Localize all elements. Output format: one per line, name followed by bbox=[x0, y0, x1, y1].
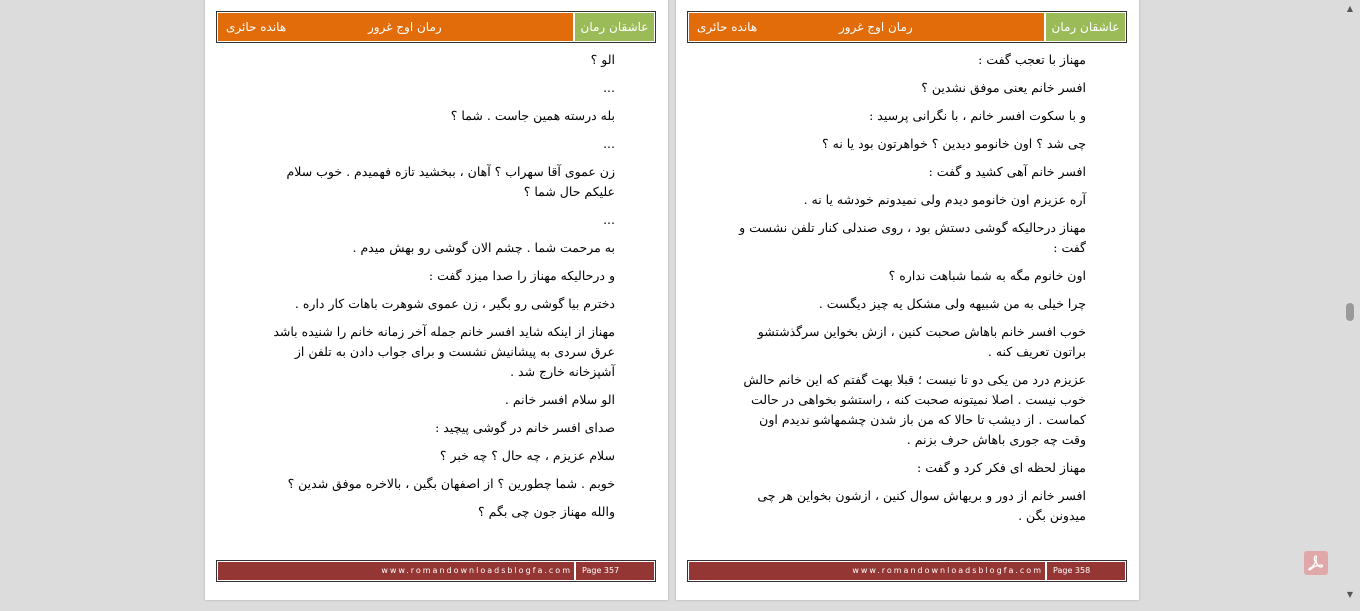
paragraph: زن عموی آقا سهراب ؟ آهان ، ببخشید تازه فهمیدم . خوب سلام علیکم حال شما ؟ bbox=[286, 164, 615, 199]
page-footer bbox=[216, 560, 656, 582]
pdf-page-357 bbox=[205, 0, 668, 600]
paragraph: به مرحمت شما . چشم الان گوشی رو بهش میدم . bbox=[352, 240, 615, 255]
paragraph: الو ؟ bbox=[590, 52, 615, 67]
paragraph: آره عزیزم اون خانومو دیدم ولی نمیدونم خودشه یا نه . bbox=[803, 192, 1086, 207]
paragraph: دخترم بیا گوشی رو بگیر ، زن عموی شوهرت باهات کار داره . bbox=[294, 296, 615, 311]
header-novel-title: رمان اوج غرور bbox=[368, 20, 442, 34]
pdf-download-button[interactable] bbox=[1304, 551, 1328, 575]
paragraph: ... bbox=[603, 136, 615, 151]
paragraph: ... bbox=[603, 212, 615, 227]
header-site-badge: عاشقان رمان bbox=[573, 13, 654, 41]
paragraph: عزیزم درد من یکی دو تا نیست ؛ قبلا بهت گفتم که این خانم حالش خوب نیست . اصلا نمیتونه صحبت کنه ، راستشو بخواهی در حالت کماست . از دیشب تا حالا که من باز شدن چشمهاشو ندیدم اون وقت چه جوری باهاش حرف بزنم . bbox=[743, 372, 1086, 447]
page-text bbox=[260, 50, 615, 530]
paragraph: خوب افسر خانم باهاش صحبت کنین ، ازش بخواین سرگذشتشو براتون تعریف کنه . bbox=[757, 324, 1086, 359]
arrow-up-icon[interactable]: ▲ bbox=[1346, 4, 1354, 13]
paragraph: چی شد ؟ اون خانومو دیدین ؟ خواهرتون بود یا نه ؟ bbox=[822, 136, 1086, 151]
paragraph: چرا خیلی به من شبیهه ولی مشکل یه چیز دیگست . bbox=[818, 296, 1086, 311]
footer-page-number: Page 358 bbox=[1045, 562, 1125, 580]
footer-url: www.romandownloadsblogfa.com bbox=[852, 566, 1043, 575]
paragraph: بله درسته همین جاست . شما ؟ bbox=[450, 108, 615, 123]
paragraph: مهناز درحالیکه گوشی دستش بود ، روی صندلی کنار تلفن نشست و گفت : bbox=[739, 220, 1086, 255]
paragraph: والله مهناز جون چی بگم ؟ bbox=[478, 504, 615, 519]
arrow-down-icon[interactable]: ▼ bbox=[1346, 590, 1354, 599]
paragraph: صدای افسر خانم در گوشی پیچید : bbox=[435, 420, 615, 435]
header-author: هانده حائری bbox=[226, 20, 287, 34]
paragraph: و با سکوت افسر خانم ، با نگرانی پرسید : bbox=[869, 108, 1086, 123]
footer-page-number: Page 357 bbox=[574, 562, 654, 580]
paragraph: مهناز با تعجب گفت : bbox=[978, 52, 1086, 67]
header-novel-title: رمان اوج غرور bbox=[839, 20, 913, 34]
scrollbar-thumb[interactable] bbox=[1346, 303, 1354, 321]
pdf-page-358 bbox=[676, 0, 1139, 600]
paragraph: اون خانوم مگه به شما شباهت نداره ؟ bbox=[888, 268, 1086, 283]
footer-url: www.romandownloadsblogfa.com bbox=[381, 566, 572, 575]
paragraph: مهناز از اینکه شاید افسر خانم جمله آخر زمانه خانم را شنیده باشد عرق سردی به پیشانیش نشست و برای جواب دادن به تلفن از آشپزخانه خارج شد . bbox=[273, 324, 615, 379]
paragraph: سلام عزیزم ، چه حال ؟ چه خبر ؟ bbox=[439, 448, 615, 463]
page-footer bbox=[687, 560, 1127, 582]
header-site-badge: عاشقان رمان bbox=[1044, 13, 1125, 41]
paragraph: الو سلام افسر خانم . bbox=[504, 392, 615, 407]
page-header bbox=[216, 11, 656, 43]
page-text bbox=[731, 50, 1086, 534]
page-header bbox=[687, 11, 1127, 43]
paragraph: افسر خانم از دور و بریهاش سوال کنین ، ازشون بخواین هر چی میدونن بگن . bbox=[757, 488, 1086, 523]
vertical-scrollbar[interactable] bbox=[1343, 0, 1357, 611]
pdf-icon bbox=[1307, 554, 1325, 572]
paragraph: خوبم . شما چطورین ؟ از اصفهان بگین ، بالاخره موفق شدین ؟ bbox=[287, 476, 615, 491]
paragraph: مهناز لحظه ای فکر کرد و گفت : bbox=[917, 460, 1086, 475]
header-author: هانده حائری bbox=[697, 20, 758, 34]
paragraph: ... bbox=[603, 80, 615, 95]
paragraph: و درحالیکه مهناز را صدا میزد گفت : bbox=[428, 268, 615, 283]
paragraph: افسر خانم یعنی موفق نشدین ؟ bbox=[921, 80, 1086, 95]
paragraph: افسر خانم آهی کشید و گفت : bbox=[928, 164, 1086, 179]
